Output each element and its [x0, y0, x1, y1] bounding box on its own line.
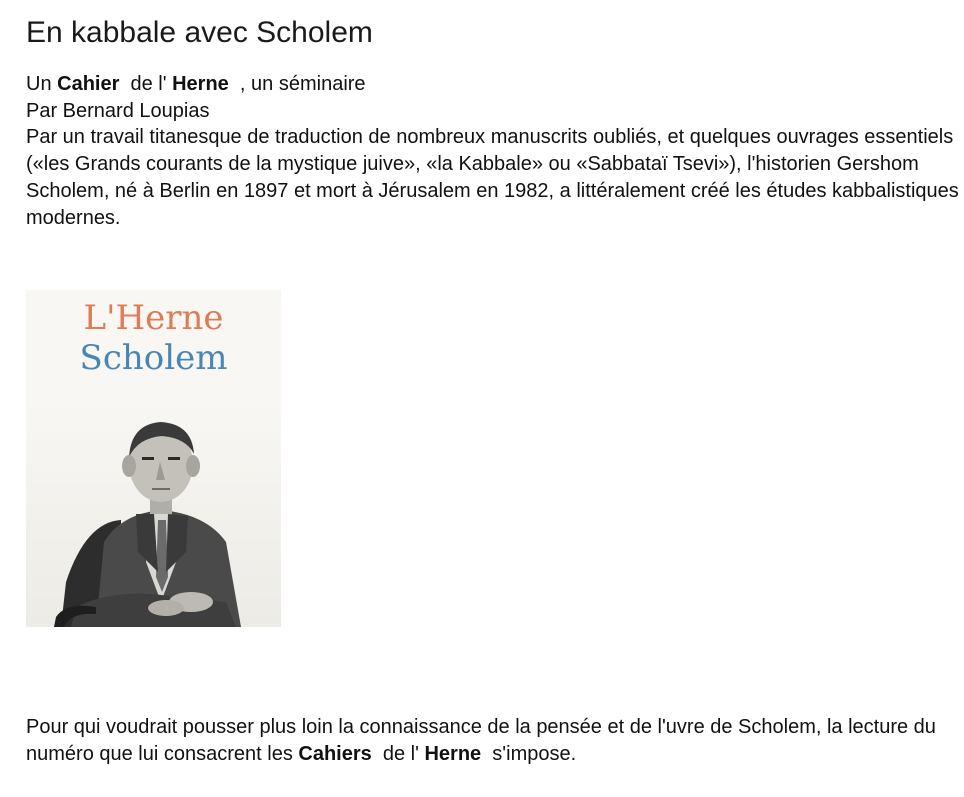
- subtitle-middle: de l': [119, 73, 173, 95]
- cahiers-word: Cahiers: [298, 743, 372, 765]
- cover-publisher: L'Herne: [83, 298, 224, 338]
- book-cover-image: [26, 290, 281, 627]
- subtitle-suffix: , un séminaire: [228, 73, 366, 95]
- herne-word: Herne: [172, 73, 229, 95]
- byline: Par Bernard Loupias: [26, 99, 210, 122]
- closing-prefix: Pour qui voudrait pousser plus loin la connaissance de la pensée et de l'uvre de Scholem, la lecture du numéro que lui consacrent les: [26, 716, 936, 765]
- cover-portrait-photo: [26, 402, 281, 627]
- subtitle-prefix: Un: [26, 73, 58, 95]
- intro-paragraph: Par un travail titanesque de traduction de nombreux manuscrits oubliés, et quelques ouvrages essentiels («les Grands courants de la mystique juive», «la Kabbale» ou «Sabbataï Tsevi»), l'historien Gershom Scholem, né à Berlin en 1897 et mort à Jérusalem en 1982, a littéralement créé les études kabbalistiques modernes.: [26, 126, 959, 229]
- closing-paragraph: [26, 714, 962, 768]
- page-title: En kabbale avec Scholem: [26, 16, 373, 49]
- subtitle-line: [26, 71, 962, 98]
- article-body: [26, 71, 962, 231]
- closing-suffix: s'impose.: [481, 743, 577, 765]
- cover-author: Scholem: [79, 338, 228, 378]
- closing-middle: de l': [371, 743, 425, 765]
- closing-herne-word: Herne: [424, 743, 482, 765]
- cahier-word: Cahier: [57, 73, 120, 95]
